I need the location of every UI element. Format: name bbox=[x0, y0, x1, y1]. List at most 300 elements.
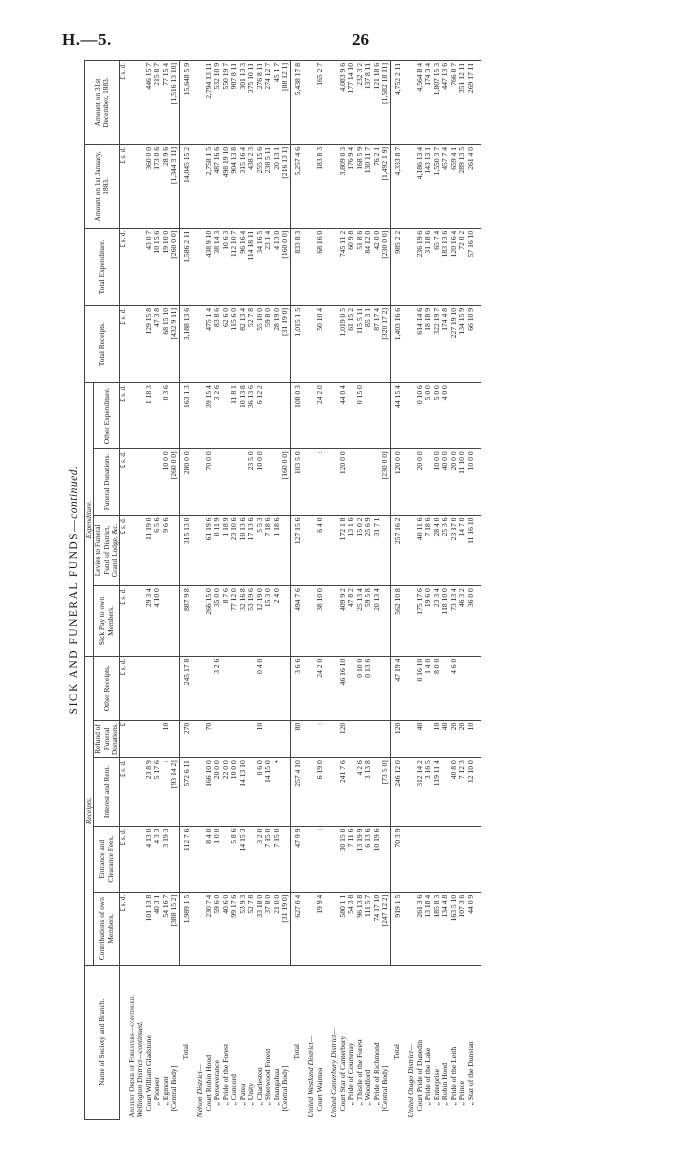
value-cell: 14 15 3 bbox=[239, 826, 248, 892]
value-cell: 33 18 0 bbox=[256, 892, 265, 965]
value-cell: 134 4 8 bbox=[441, 892, 450, 965]
value-cell: 120 0 0 bbox=[339, 449, 348, 515]
value-cell bbox=[170, 586, 179, 657]
value-cell: 766 8 7 bbox=[450, 61, 459, 145]
value-cell: 30 15 0 bbox=[339, 826, 348, 892]
value-cell: [432 9 11] bbox=[170, 305, 179, 382]
value-cell: 115 5 11 bbox=[356, 305, 365, 382]
district-heading: Wellington District—continued. bbox=[136, 965, 145, 1119]
value-cell: 57 16 10 bbox=[467, 228, 476, 305]
value-cell: 96 13 8 bbox=[356, 892, 365, 965]
value-cell: 52 7 8 bbox=[247, 892, 256, 965]
value-cell: 53 9 3 bbox=[239, 892, 248, 965]
value-cell bbox=[347, 720, 356, 758]
value-cell bbox=[281, 656, 290, 720]
total-cell: 47 19 4 bbox=[390, 656, 407, 720]
value-cell: 7 18 6 bbox=[424, 515, 433, 586]
value-cell: [1,516 13 10] bbox=[170, 61, 179, 145]
value-cell: 14 13 10 bbox=[239, 758, 248, 826]
value-cell: 173 0 6 bbox=[153, 144, 162, 228]
value-cell: 62 6 0 bbox=[222, 305, 231, 382]
value-cell bbox=[170, 656, 179, 720]
value-cell: 261 4 0 bbox=[467, 144, 476, 228]
value-cell: [1,492 1 9] bbox=[381, 144, 390, 228]
value-cell: 276 8 11 bbox=[256, 61, 265, 145]
value-cell bbox=[281, 720, 290, 758]
value-cell bbox=[170, 383, 179, 449]
value-cell: [230 0 0] bbox=[381, 449, 390, 515]
value-cell: 73 13 4 bbox=[450, 586, 459, 657]
branch-name: „ Sherwood Forest bbox=[264, 965, 273, 1119]
branch-name: „ Pride of Courtenay bbox=[347, 965, 356, 1119]
value-cell: 1 0 0 bbox=[213, 826, 222, 892]
value-cell: 241 7 6 bbox=[339, 758, 348, 826]
value-cell bbox=[145, 720, 154, 758]
value-cell: 14 7 0 bbox=[458, 515, 467, 586]
value-cell: : bbox=[316, 826, 325, 892]
value-cell: 20 bbox=[450, 720, 459, 758]
value-cell: 83 8 6 bbox=[213, 305, 222, 382]
value-cell bbox=[170, 720, 179, 758]
value-cell: • bbox=[273, 758, 282, 826]
value-cell: [93 14 2] bbox=[170, 758, 179, 826]
value-cell: [260 0 0] bbox=[170, 449, 179, 515]
value-cell: 23 17 0 bbox=[450, 515, 459, 586]
value-cell: 28 19 0 bbox=[273, 305, 282, 382]
value-cell bbox=[364, 383, 373, 449]
unit-cell: £ s. d. bbox=[120, 656, 128, 720]
total-cell: 3,188 13 6 bbox=[179, 305, 196, 382]
value-cell: 4,564 8 4 bbox=[416, 61, 425, 145]
value-cell: 172 1 8 bbox=[339, 515, 348, 586]
total-cell: 1,989 1 5 bbox=[179, 892, 196, 965]
value-cell: 20 0 0 bbox=[450, 449, 459, 515]
value-cell bbox=[373, 383, 382, 449]
value-cell: 351 12 11 bbox=[458, 61, 467, 145]
value-cell: 0 4 0 bbox=[256, 656, 265, 720]
value-cell: 50 10 4 bbox=[316, 305, 325, 382]
value-cell: 7 15 0 bbox=[264, 826, 273, 892]
branch-name: „ Robin Hood bbox=[441, 965, 450, 1119]
value-cell: 29 3 4 bbox=[145, 586, 154, 657]
value-cell: 20 13 4 bbox=[373, 586, 382, 657]
value-cell: 13 19 9 bbox=[356, 826, 365, 892]
value-cell: 904 13 8 bbox=[230, 144, 239, 228]
value-cell: 10 0 0 bbox=[467, 449, 476, 515]
value-cell: [247 12 2] bbox=[381, 892, 390, 965]
value-cell: 274 12 7 bbox=[264, 61, 273, 145]
value-cell: 3,809 0 3 bbox=[339, 144, 348, 228]
value-cell: 10 bbox=[467, 720, 476, 758]
value-cell: 261 3 6 bbox=[416, 892, 425, 965]
value-cell: 6 13 6 bbox=[364, 826, 373, 892]
value-cell: 21 0 0 bbox=[273, 892, 282, 965]
unit-cell: £ s. d. bbox=[120, 586, 128, 657]
value-cell: 375 10 11 bbox=[247, 61, 256, 145]
unit-cell: £ s. d. bbox=[120, 61, 128, 145]
value-cell: 13 18 4 bbox=[424, 892, 433, 965]
value-cell: 360 0 0 bbox=[145, 144, 154, 228]
total-cell: 120 bbox=[390, 720, 407, 758]
value-cell: 3 19 3 bbox=[162, 826, 171, 892]
group-header-receipts: Receipts. bbox=[85, 656, 94, 965]
district-heading: Nelson District— bbox=[196, 965, 205, 1119]
value-cell: : bbox=[316, 720, 325, 758]
total-cell: 120 0 0 bbox=[390, 449, 407, 515]
value-cell bbox=[153, 656, 162, 720]
total-cell: 127 15 6 bbox=[290, 515, 307, 586]
unit-cell: £ s. d. bbox=[120, 515, 128, 586]
value-cell: 70 0 0 bbox=[205, 449, 214, 515]
value-cell: 1 18 3 bbox=[145, 383, 154, 449]
value-cell: 40 0 0 bbox=[441, 449, 450, 515]
value-cell: 1,807 15 3 bbox=[433, 61, 442, 145]
branch-name: Court Robin Hood bbox=[205, 965, 214, 1119]
value-cell: 168 5 9 bbox=[356, 144, 365, 228]
value-cell: 54 3 8 bbox=[347, 892, 356, 965]
unit-cell: £ s. d. bbox=[120, 228, 128, 305]
value-cell: 25 13 4 bbox=[356, 586, 365, 657]
branch-name: Court Waimea bbox=[316, 965, 325, 1119]
branch-name: „ Concord bbox=[230, 965, 239, 1119]
total-cell: 14,045 15 2 bbox=[179, 144, 196, 228]
value-cell: 46 3 2 bbox=[458, 586, 467, 657]
branch-name: „ Perseverance bbox=[213, 965, 222, 1119]
value-cell: 23 8 9 bbox=[145, 758, 154, 826]
value-cell bbox=[373, 656, 382, 720]
unit-cell: £ bbox=[120, 720, 128, 758]
value-cell: 45 1 7 bbox=[273, 61, 282, 145]
value-cell: 1 18 9 bbox=[222, 515, 231, 586]
table-row bbox=[273, 61, 282, 1120]
value-cell bbox=[467, 656, 476, 720]
value-cell: 19 9 4 bbox=[316, 892, 325, 965]
table-row bbox=[467, 61, 476, 1120]
value-cell: 166 10 0 bbox=[205, 758, 214, 826]
value-cell bbox=[145, 656, 154, 720]
value-cell: 457 7 4 bbox=[441, 144, 450, 228]
value-cell: 115 6 0 bbox=[230, 305, 239, 382]
value-cell: 38 14 3 bbox=[213, 228, 222, 305]
value-cell: 68 16 0 bbox=[316, 228, 325, 305]
value-cell: 68 15 10 bbox=[162, 305, 171, 382]
page-reference: H.—5. bbox=[62, 30, 112, 49]
total-cell: 572 6 11 bbox=[179, 758, 196, 826]
value-cell: 177 14 10 bbox=[347, 61, 356, 145]
branch-name: Court William Gladstone bbox=[145, 965, 154, 1119]
group-header-expenditure: Expenditure. bbox=[85, 383, 94, 657]
value-cell bbox=[281, 758, 290, 826]
value-cell: 119 11 4 bbox=[433, 758, 442, 826]
value-cell: 134 15 9 bbox=[458, 305, 467, 382]
value-cell: 7 11 6 bbox=[347, 826, 356, 892]
value-cell: 20 bbox=[458, 720, 467, 758]
value-cell: 121 18 6 bbox=[373, 61, 382, 145]
total-cell: 163 1 3 bbox=[179, 383, 196, 449]
value-cell: 11 16 10 bbox=[467, 515, 476, 586]
value-cell: 129 15 8 bbox=[145, 305, 154, 382]
value-cell: 4 3 3 bbox=[153, 826, 162, 892]
value-cell: 51 8 6 bbox=[356, 228, 365, 305]
value-cell: 7 18 6 bbox=[264, 515, 273, 586]
value-cell bbox=[273, 383, 282, 449]
value-cell bbox=[433, 826, 442, 892]
value-cell bbox=[458, 383, 467, 449]
value-cell: 20 0 0 bbox=[416, 449, 425, 515]
value-cell: 77 12 0 bbox=[230, 586, 239, 657]
value-cell: 0 16 10 bbox=[416, 656, 425, 720]
value-cell: 446 15 7 bbox=[145, 61, 154, 145]
value-cell: : bbox=[162, 758, 171, 826]
total-cell: 246 12 0 bbox=[390, 758, 407, 826]
total-cell: 315 13 0 bbox=[179, 515, 196, 586]
value-cell: 5 8 6 bbox=[230, 826, 239, 892]
total-cell: 15,648 5 9 bbox=[179, 61, 196, 145]
value-cell: 40 6 0 bbox=[222, 892, 231, 965]
value-cell: 40 bbox=[441, 720, 450, 758]
value-cell bbox=[458, 656, 467, 720]
value-cell: 28 9 6 bbox=[162, 144, 171, 228]
value-cell: 85 3 1 bbox=[364, 305, 373, 382]
value-cell bbox=[281, 515, 290, 586]
value-cell: 19 6 0 bbox=[424, 586, 433, 657]
branch-name: „ Enterprise bbox=[433, 965, 442, 1119]
value-cell bbox=[381, 826, 390, 892]
total-cell: 5,257 4 6 bbox=[290, 144, 307, 228]
total-cell: 44 15 4 bbox=[390, 383, 407, 449]
total-cell: 257 4 10 bbox=[290, 758, 307, 826]
total-cell: 4,333 8 7 bbox=[390, 144, 407, 228]
value-cell: 87 17 4 bbox=[373, 305, 382, 382]
value-cell bbox=[273, 656, 282, 720]
total-cell: 112 7 6 bbox=[179, 826, 196, 892]
value-cell: 10 bbox=[433, 720, 442, 758]
branch-name: Court Star of Canterbury bbox=[339, 965, 348, 1119]
value-cell: 15 0 2 bbox=[356, 515, 365, 586]
value-cell: 10 13 6 bbox=[239, 515, 248, 586]
value-cell: 35 0 0 bbox=[213, 586, 222, 657]
value-cell: 907 8 11 bbox=[230, 61, 239, 145]
value-cell: 2,794 13 11 bbox=[205, 61, 214, 145]
total-cell: 1,403 16 6 bbox=[390, 305, 407, 382]
branch-name: „ Inangahua bbox=[273, 965, 282, 1119]
value-cell bbox=[467, 826, 476, 892]
unit-cell: £ s. d. bbox=[120, 383, 128, 449]
value-cell: 7 12 3 bbox=[458, 758, 467, 826]
value-cell: 532 10 9 bbox=[213, 61, 222, 145]
total-cell: 5,438 17 8 bbox=[290, 61, 307, 145]
value-cell: 10 19 6 bbox=[373, 826, 382, 892]
value-cell: [230 0 0] bbox=[381, 228, 390, 305]
value-cell: 120 bbox=[339, 720, 348, 758]
branch-name: „ Charleston bbox=[256, 965, 265, 1119]
column-header: Amount on 1st January, 1883. bbox=[85, 144, 120, 228]
value-cell: 4 10 0 bbox=[153, 586, 162, 657]
value-cell: 580 1 1 bbox=[339, 892, 348, 965]
column-header: Sick Pay to own Members. bbox=[94, 586, 120, 657]
value-cell bbox=[273, 720, 282, 758]
value-cell: 40 11 6 bbox=[416, 515, 425, 586]
value-cell bbox=[162, 656, 171, 720]
total-row bbox=[179, 61, 196, 1120]
value-cell: 40 bbox=[416, 720, 425, 758]
value-cell: 2,758 1 5 bbox=[205, 144, 214, 228]
value-cell: 46 16 10 bbox=[339, 656, 348, 720]
value-cell bbox=[441, 826, 450, 892]
value-cell bbox=[230, 449, 239, 515]
header-group-row bbox=[85, 61, 94, 1120]
table-row bbox=[381, 61, 390, 1120]
value-cell: 1 4 0 bbox=[424, 656, 433, 720]
branch-name: „ Prince bbox=[458, 965, 467, 1119]
branch-name: „ Unity bbox=[247, 965, 256, 1119]
total-label: Total bbox=[290, 965, 307, 1119]
total-cell: 108 0 3 bbox=[290, 383, 307, 449]
value-cell: 1,019 0 5 bbox=[339, 305, 348, 382]
branch-name: „ Star of the Dunstan bbox=[467, 965, 476, 1119]
value-cell: 322 19 7 bbox=[433, 305, 442, 382]
value-cell: 163 5 10 bbox=[450, 892, 459, 965]
value-cell: 183 8 3 bbox=[316, 144, 325, 228]
column-header: Total Receipts. bbox=[85, 305, 120, 382]
value-cell: 659 4 1 bbox=[450, 144, 459, 228]
value-cell: 3 2 0 bbox=[256, 826, 265, 892]
value-cell: 301 13 3 bbox=[239, 61, 248, 145]
value-cell bbox=[170, 515, 179, 586]
column-header: Interest and Rent. bbox=[94, 758, 120, 826]
value-cell bbox=[416, 826, 425, 892]
value-cell: 23 5 0 bbox=[247, 449, 256, 515]
value-cell: 10 0 0 bbox=[256, 449, 265, 515]
value-cell: 4 13 0 bbox=[273, 228, 282, 305]
value-cell: [31 19 0] bbox=[281, 305, 290, 382]
value-cell: [320 17 2] bbox=[381, 305, 390, 382]
district-heading: United Westland District— bbox=[307, 965, 316, 1119]
total-cell: 833 8 3 bbox=[290, 228, 307, 305]
value-cell: 42 0 0 bbox=[373, 228, 382, 305]
value-cell: 5 17 6 bbox=[153, 758, 162, 826]
value-cell bbox=[281, 586, 290, 657]
value-cell: 487 16 6 bbox=[213, 144, 222, 228]
value-cell: 174 4 8 bbox=[441, 305, 450, 382]
table-body bbox=[120, 61, 482, 1120]
value-cell: 61 15 2 bbox=[347, 305, 356, 382]
value-cell: 10 0 0 bbox=[433, 449, 442, 515]
column-header: Entrance and Clearance Fees. bbox=[94, 826, 120, 892]
unit-cell: £ s. d. bbox=[120, 758, 128, 826]
value-cell bbox=[347, 449, 356, 515]
value-cell: 438 9 10 bbox=[205, 228, 214, 305]
value-cell: 447 13 6 bbox=[441, 61, 450, 145]
value-cell: 120 16 4 bbox=[450, 228, 459, 305]
value-cell bbox=[373, 720, 382, 758]
value-cell: 23 10 6 bbox=[230, 515, 239, 586]
society-heading-row bbox=[128, 61, 137, 1120]
value-cell bbox=[424, 826, 433, 892]
value-cell: 65 7 4 bbox=[433, 228, 442, 305]
value-cell bbox=[356, 720, 365, 758]
value-cell: 10 15 6 bbox=[153, 228, 162, 305]
value-cell: 614 14 6 bbox=[416, 305, 425, 382]
value-cell: 176 9 4 bbox=[347, 144, 356, 228]
value-cell: 99 17 6 bbox=[230, 892, 239, 965]
value-cell: 40 8 0 bbox=[450, 758, 459, 826]
value-cell: 175 17 6 bbox=[416, 586, 425, 657]
value-cell: 14 15 0 bbox=[264, 758, 273, 826]
value-cell bbox=[450, 826, 459, 892]
value-cell: 185 8 3 bbox=[433, 892, 442, 965]
value-cell: 84 12 0 bbox=[364, 228, 373, 305]
value-cell: 23 3 4 bbox=[433, 586, 442, 657]
value-cell: 39 15 4 bbox=[205, 383, 214, 449]
value-cell bbox=[381, 720, 390, 758]
value-cell: 4,083 9 6 bbox=[339, 61, 348, 145]
value-cell: 6 5 6 bbox=[153, 515, 162, 586]
value-cell bbox=[381, 656, 390, 720]
value-cell bbox=[239, 656, 248, 720]
value-cell: 0 13 6 bbox=[364, 656, 373, 720]
value-cell: 0 15 0 bbox=[356, 383, 365, 449]
total-cell: 562 10 8 bbox=[390, 586, 407, 657]
value-cell: 44 0 4 bbox=[339, 383, 348, 449]
value-cell: 315 16 4 bbox=[239, 144, 248, 228]
branch-name: „ Patea bbox=[239, 965, 248, 1119]
branch-name: „ Thistle of the Forest bbox=[356, 965, 365, 1119]
value-cell: 76 2 1 bbox=[373, 144, 382, 228]
value-cell: 61 19 6 bbox=[205, 515, 214, 586]
value-cell: 4,186 13 4 bbox=[416, 144, 425, 228]
column-header: Refund of Funeral Donations. bbox=[94, 720, 120, 758]
branch-name: [Central Body] bbox=[381, 965, 390, 1119]
branch-name: [Central Body] bbox=[170, 965, 179, 1119]
value-cell: 5 0 0 bbox=[424, 383, 433, 449]
total-cell: 245 17 8 bbox=[179, 656, 196, 720]
value-cell: 112 10 7 bbox=[230, 228, 239, 305]
value-cell: 59 8 0 bbox=[264, 305, 273, 382]
value-cell: 0 6 0 bbox=[256, 758, 265, 826]
value-cell: 2 4 0 bbox=[273, 586, 282, 657]
society-heading: Ancient Order of Foresters—continued. bbox=[128, 965, 137, 1119]
value-cell: 174 3 4 bbox=[424, 61, 433, 145]
value-cell: 118 10 0 bbox=[441, 586, 450, 657]
value-cell: 25 6 9 bbox=[364, 515, 373, 586]
value-cell: 44 0 9 bbox=[467, 892, 476, 965]
value-cell: 215 8 7 bbox=[153, 61, 162, 145]
value-cell: [260 0 0] bbox=[170, 228, 179, 305]
table-row bbox=[170, 61, 179, 1120]
value-cell bbox=[222, 449, 231, 515]
value-cell: 20 0 0 bbox=[213, 758, 222, 826]
unit-cell: £ s. d. bbox=[120, 449, 128, 515]
value-cell: 37 8 0 bbox=[264, 892, 273, 965]
total-cell: 985 2 2 bbox=[390, 228, 407, 305]
value-cell: 3 13 8 bbox=[364, 758, 373, 826]
value-cell: 13 1 6 bbox=[347, 515, 356, 586]
value-cell: [216 13 1] bbox=[281, 144, 290, 228]
table-title: SICK AND FUNERAL FUNDS—continued. bbox=[68, 465, 80, 715]
value-cell: 236 19 6 bbox=[416, 228, 425, 305]
value-cell: 19 10 0 bbox=[162, 228, 171, 305]
column-header: Contributions of own Members. bbox=[94, 892, 120, 965]
value-cell: 8 7 6 bbox=[222, 586, 231, 657]
table-header bbox=[85, 61, 120, 1120]
value-cell: 8 4 0 bbox=[205, 826, 214, 892]
table-row bbox=[153, 61, 162, 1120]
value-cell: [73 5 0] bbox=[381, 758, 390, 826]
value-cell: 165 2 7 bbox=[316, 61, 325, 145]
value-cell bbox=[264, 720, 273, 758]
total-cell: 4,752 2 11 bbox=[390, 61, 407, 145]
